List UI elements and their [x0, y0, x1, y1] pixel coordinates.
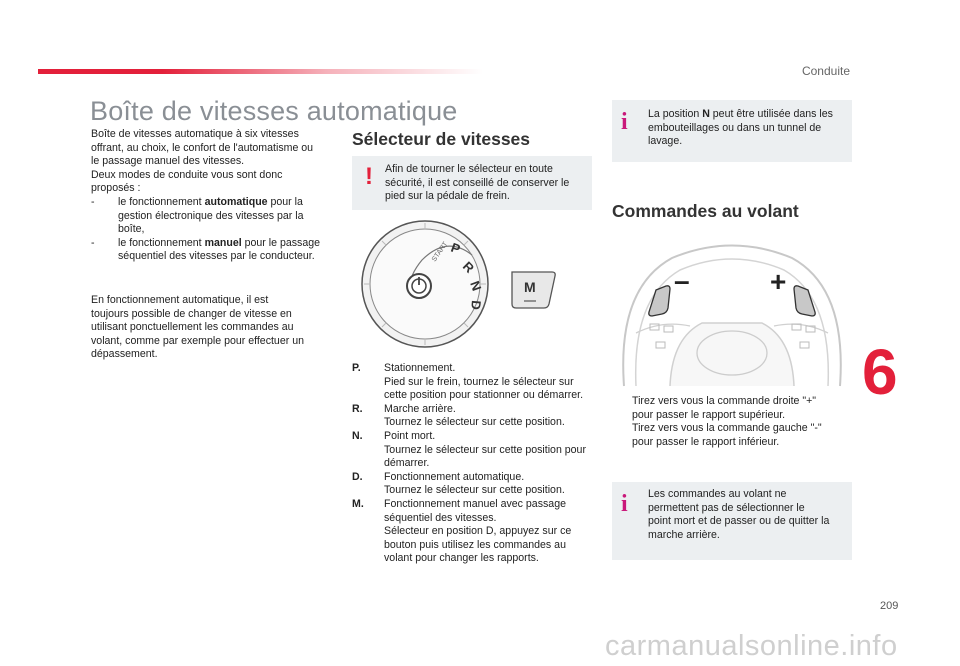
paddle-minus: [649, 286, 670, 316]
info-box-wheel: [612, 482, 852, 560]
warning-box: [352, 156, 592, 210]
bullet-keyword: automatique: [204, 195, 268, 208]
page-number: 209: [880, 600, 899, 612]
para-line: utilisant ponctuellement les commandes au: [91, 321, 294, 334]
bullet-text-part: pour la: [267, 195, 303, 208]
wheel-button-left: [656, 342, 665, 348]
mode-bullet-manual: [91, 237, 341, 264]
section-label: Conduite: [801, 64, 850, 78]
info-line: embouteillages ou dans un tunnel de: [648, 121, 822, 134]
info-icon: i: [621, 109, 628, 135]
bullet-dash: -: [91, 236, 95, 249]
warning-icon: !: [365, 163, 373, 190]
automatic-paragraph: [91, 294, 341, 362]
def-text: Pied sur le frein, tournez le sélecteur sur: [384, 375, 574, 388]
bullet-dash: -: [91, 195, 95, 208]
intro-paragraph: [91, 128, 341, 264]
intro-line: Boîte de vitesses automatique à six vitesses: [91, 128, 299, 140]
instruction-text: Tirez vers vous la commande gauche "-": [632, 422, 822, 435]
def-key: N.: [352, 429, 363, 442]
info-line: [648, 108, 848, 122]
watermark: carmanualsonline.info: [605, 630, 898, 662]
plus-symbol: +: [770, 266, 787, 297]
wheel-button-left: [664, 326, 673, 332]
def-d: [352, 471, 592, 485]
instruction-text: Tirez vers vous la commande droite "+": [632, 395, 817, 407]
selector-heading: Sélecteur de vitesses: [352, 129, 531, 149]
def-key: R.: [352, 402, 363, 415]
header-accent-bar: [38, 69, 483, 74]
chapter-number: 6: [862, 336, 898, 408]
info-text: [648, 488, 848, 542]
def-d-action: [352, 484, 592, 498]
steering-controls-heading: Commandes au volant: [612, 201, 799, 221]
dial-letter-n: N: [467, 278, 485, 293]
info-text-part: La position: [648, 108, 703, 120]
warning-line: sécurité, il est conseillé de conserver le: [385, 176, 570, 189]
info-line: Les commandes au volant ne: [648, 488, 787, 500]
info-line: point mort et de passer ou de quitter la: [648, 515, 830, 528]
dial-letter-r: R: [459, 258, 478, 276]
def-n-action: [352, 444, 592, 471]
minus-symbol: –: [674, 265, 690, 296]
info-keyword: N: [702, 108, 710, 120]
wheel-button-right: [800, 342, 809, 348]
bullet-text-part: le fonctionnement: [118, 236, 205, 249]
wheel-hub: [670, 323, 794, 386]
def-text: Stationnement.: [384, 362, 456, 374]
dial-start-label: START: [430, 240, 450, 264]
def-text: Tournez le sélecteur sur cette position.: [384, 484, 565, 497]
paddle-minus-instruction: [612, 422, 852, 449]
paddle-plus-instruction: [612, 395, 852, 422]
def-text: Fonctionnement automatique.: [384, 470, 525, 483]
gear-selector-illustration: [352, 220, 592, 350]
para-line: En fonctionnement automatique, il est: [91, 294, 269, 306]
def-text: Point mort.: [384, 429, 436, 442]
def-text: Tournez le sélecteur sur cette position pour: [384, 443, 586, 456]
bullet-text-part: pour le passage: [241, 236, 321, 249]
intro-line: offrant, au choix, le confort de l'automatisme ou: [91, 141, 314, 154]
info-line: marche arrière.: [648, 528, 720, 541]
instruction-text: pour passer le rapport inférieur.: [632, 435, 780, 448]
def-text: volant pour changer les rapports.: [384, 552, 539, 565]
gear-definitions: [352, 362, 592, 566]
mode-bullet-automatic: [91, 196, 341, 237]
bullet-text: [91, 237, 341, 264]
bullet-text: [91, 196, 341, 237]
dial-letter-d: D: [468, 299, 484, 311]
def-r: [352, 403, 592, 417]
bullet-keyword: manuel: [204, 236, 242, 249]
paddle-plus: [794, 286, 815, 316]
def-text: Sélecteur en position D, appuyez sur ce: [384, 525, 572, 538]
def-m: [352, 498, 592, 525]
def-m-action: [352, 525, 592, 566]
bullet-text-part: gestion électronique des vitesses par la: [118, 209, 304, 222]
bullet-text-part: boîte,: [118, 223, 145, 236]
dial-letter-p: P: [448, 239, 463, 257]
def-p: [352, 362, 592, 376]
intro-line: Deux modes de conduite vous sont donc: [91, 168, 283, 181]
wheel-spoke-left: [636, 324, 690, 333]
warning-line: pied sur la pédale de frein.: [385, 190, 510, 203]
def-text: séquentiel des vitesses.: [384, 511, 497, 524]
info-text: [648, 108, 848, 149]
def-r-action: [352, 416, 592, 430]
def-key: P.: [352, 362, 361, 374]
para-line: dépassement.: [91, 348, 158, 361]
def-n: [352, 430, 592, 444]
def-text: démarrer.: [384, 457, 430, 470]
info-line: permettent pas de sélectionner le: [648, 501, 805, 514]
def-text: cette position pour stationner ou démarrer.: [384, 389, 584, 402]
def-key: D.: [352, 470, 363, 483]
def-text: Marche arrière.: [384, 402, 456, 415]
instruction-text: pour passer le rapport supérieur.: [632, 408, 786, 421]
page-title: Boîte de vitesses automatique: [90, 96, 458, 126]
intro-line: proposés :: [91, 182, 141, 195]
def-text: Tournez le sélecteur sur cette position.: [384, 416, 565, 429]
m-button-label: M: [524, 279, 536, 295]
info-box-neutral: [612, 100, 852, 162]
warning-text: [385, 163, 590, 204]
bullet-text-part: séquentiel des vitesses par le conducteur.: [118, 250, 315, 263]
info-line: lavage.: [648, 135, 683, 148]
def-key: M.: [352, 497, 364, 510]
para-line: volant, comme par exemple pour effectuer un: [91, 334, 304, 347]
paddle-instructions: [612, 395, 852, 449]
def-p-action: [352, 376, 592, 403]
warning-line: Afin de tourner le sélecteur en toute: [385, 163, 553, 175]
intro-line: le passage manuel des vitesses.: [91, 155, 245, 168]
para-line: toujours possible de changer de vitesse en: [91, 307, 292, 320]
info-icon: i: [621, 491, 628, 517]
steering-wheel-illustration: [612, 228, 852, 388]
bullet-text-part: le fonctionnement: [118, 195, 205, 208]
def-text: bouton puis utilisez les commandes au: [384, 538, 566, 551]
def-text: Fonctionnement manuel avec passage: [384, 497, 566, 510]
info-text-part: peut être utilisée dans les: [709, 108, 833, 120]
